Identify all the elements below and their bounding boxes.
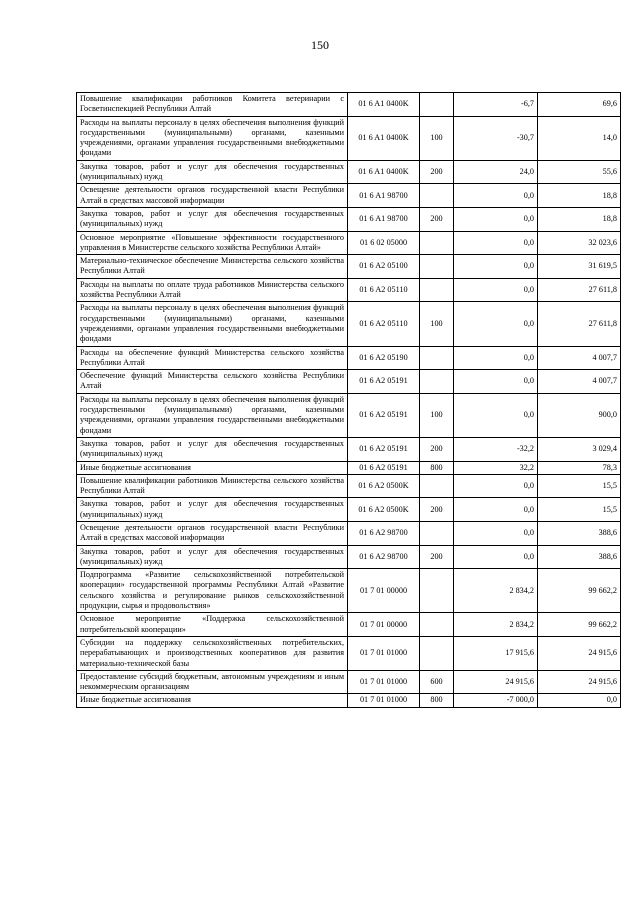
table-row <box>77 93 621 117</box>
row-change-amount: -7 000,0 <box>454 694 538 707</box>
row-code: 01 6 A2 98700 <box>348 521 420 545</box>
row-code: 01 6 A2 05191 <box>348 461 420 474</box>
row-change-amount: 0,0 <box>454 521 538 545</box>
row-description: Освещение деятельности органов государственной власти Республики Алтай в средствах массовой информации <box>77 184 348 208</box>
row-total-amount: 69,6 <box>538 93 621 117</box>
row-code: 01 6 A1 98700 <box>348 184 420 208</box>
row-total-amount: 31 619,5 <box>538 255 621 279</box>
table-row <box>77 231 621 255</box>
row-description: Повышение квалификации работников Министерства сельского хозяйства Республики Алтай <box>77 474 348 498</box>
row-total-amount: 18,8 <box>538 184 621 208</box>
row-code: 01 7 01 00000 <box>348 569 420 613</box>
row-change-amount: -30,7 <box>454 116 538 160</box>
row-description: Иные бюджетные ассигнования <box>77 694 348 707</box>
row-expense-type <box>420 184 454 208</box>
table-row <box>77 613 621 637</box>
row-expense-type <box>420 613 454 637</box>
row-total-amount: 99 662,2 <box>538 613 621 637</box>
row-change-amount: -32,2 <box>454 437 538 461</box>
row-code: 01 6 A1 0400K <box>348 116 420 160</box>
row-change-amount: 24 915,6 <box>454 670 538 694</box>
table-row <box>77 498 621 522</box>
row-change-amount: 0,0 <box>454 498 538 522</box>
row-change-amount: 0,0 <box>454 302 538 346</box>
row-total-amount: 388,6 <box>538 521 621 545</box>
row-expense-type <box>420 474 454 498</box>
row-expense-type <box>420 255 454 279</box>
row-code: 01 6 A2 05191 <box>348 370 420 394</box>
row-expense-type <box>420 93 454 117</box>
row-code: 01 6 A2 05110 <box>348 278 420 302</box>
table-row <box>77 545 621 569</box>
row-description: Закупка товаров, работ и услуг для обеспечения государственных (муниципальных) нужд <box>77 207 348 231</box>
table-row <box>77 393 621 437</box>
table-row <box>77 636 621 670</box>
row-expense-type: 600 <box>420 670 454 694</box>
row-description: Закупка товаров, работ и услуг для обеспечения государственных (муниципальных) нужд <box>77 545 348 569</box>
row-code: 01 7 01 01000 <box>348 694 420 707</box>
row-change-amount: 24,0 <box>454 160 538 184</box>
row-change-amount: 2 834,2 <box>454 569 538 613</box>
row-expense-type: 200 <box>420 545 454 569</box>
row-expense-type: 200 <box>420 207 454 231</box>
budget-table-body <box>77 93 621 708</box>
row-description: Закупка товаров, работ и услуг для обеспечения государственных (муниципальных) нужд <box>77 160 348 184</box>
row-description: Расходы на выплаты персоналу в целях обеспечения выполнения функций государственными (муниципальными) органами, казенными учреждениями, органами управления государственными внебюджетными фондами <box>77 116 348 160</box>
row-change-amount: 0,0 <box>454 346 538 370</box>
table-row <box>77 278 621 302</box>
row-expense-type <box>420 636 454 670</box>
table-row <box>77 302 621 346</box>
table-row <box>77 461 621 474</box>
row-code: 01 6 A2 05100 <box>348 255 420 279</box>
row-description: Предоставление субсидий бюджетным, автономным учреждениям и иным некоммерческим организациям <box>77 670 348 694</box>
row-total-amount: 15,5 <box>538 474 621 498</box>
table-row <box>77 160 621 184</box>
row-code: 01 6 A2 05191 <box>348 437 420 461</box>
row-description: Освещение деятельности органов государственной власти Республики Алтай в средствах массовой информации <box>77 521 348 545</box>
row-total-amount: 24 915,6 <box>538 636 621 670</box>
row-total-amount: 3 029,4 <box>538 437 621 461</box>
row-code: 01 6 A2 05110 <box>348 302 420 346</box>
row-total-amount: 388,6 <box>538 545 621 569</box>
row-code: 01 6 A2 05190 <box>348 346 420 370</box>
table-row <box>77 116 621 160</box>
table-row <box>77 255 621 279</box>
row-change-amount: 0,0 <box>454 278 538 302</box>
table-row <box>77 207 621 231</box>
table-row <box>77 474 621 498</box>
row-change-amount: 0,0 <box>454 255 538 279</box>
row-change-amount: -6,7 <box>454 93 538 117</box>
row-total-amount: 14,0 <box>538 116 621 160</box>
row-total-amount: 55,6 <box>538 160 621 184</box>
row-change-amount: 0,0 <box>454 370 538 394</box>
table-row <box>77 670 621 694</box>
row-description: Расходы на обеспечение функций Министерства сельского хозяйства Республики Алтай <box>77 346 348 370</box>
row-expense-type: 200 <box>420 498 454 522</box>
row-change-amount: 0,0 <box>454 393 538 437</box>
row-expense-type: 200 <box>420 437 454 461</box>
row-description: Подпрограмма «Развитие сельскохозяйственной потребительской кооперации» государственной программы Республики Алтай «Развитие сельского хозяйства и регулирование рынков сельскохозяйственной продукции, сырья и продовольствия» <box>77 569 348 613</box>
row-description: Расходы на выплаты по оплате труда работников Министерства сельского хозяйства Республики Алтай <box>77 278 348 302</box>
row-description: Обеспечение функций Министерства сельского хозяйства Республики Алтай <box>77 370 348 394</box>
budget-table <box>76 92 621 708</box>
row-expense-type: 100 <box>420 302 454 346</box>
row-description: Закупка товаров, работ и услуг для обеспечения государственных (муниципальных) нужд <box>77 437 348 461</box>
row-total-amount: 32 023,6 <box>538 231 621 255</box>
row-description: Иные бюджетные ассигнования <box>77 461 348 474</box>
row-description: Основное мероприятие «Поддержка сельскохозяйственной потребительской кооперации» <box>77 613 348 637</box>
page-number: 150 <box>311 38 329 52</box>
row-expense-type <box>420 569 454 613</box>
row-expense-type <box>420 278 454 302</box>
row-description: Материально-техническое обеспечение Министерства сельского хозяйства Республики Алтай <box>77 255 348 279</box>
row-code: 01 6 A2 0500K <box>348 474 420 498</box>
row-description: Расходы на выплаты персоналу в целях обеспечения выполнения функций государственными (муниципальными) органами, казенными учреждениями, органами управления государственными внебюджетными фондами <box>77 302 348 346</box>
row-total-amount: 99 662,2 <box>538 569 621 613</box>
table-row <box>77 370 621 394</box>
row-change-amount: 0,0 <box>454 207 538 231</box>
row-total-amount: 4 007,7 <box>538 370 621 394</box>
row-code: 01 6 A2 0500K <box>348 498 420 522</box>
row-expense-type <box>420 231 454 255</box>
row-expense-type <box>420 521 454 545</box>
table-row <box>77 437 621 461</box>
row-change-amount: 0,0 <box>454 184 538 208</box>
table-row <box>77 694 621 707</box>
row-change-amount: 0,0 <box>454 545 538 569</box>
row-change-amount: 2 834,2 <box>454 613 538 637</box>
row-expense-type: 200 <box>420 160 454 184</box>
row-expense-type: 100 <box>420 116 454 160</box>
row-total-amount: 27 611,8 <box>538 302 621 346</box>
row-code: 01 6 A2 05191 <box>348 393 420 437</box>
row-code: 01 7 01 01000 <box>348 636 420 670</box>
row-total-amount: 900,0 <box>538 393 621 437</box>
row-change-amount: 17 915,6 <box>454 636 538 670</box>
row-description: Основное мероприятие «Повышение эффективности государственного управления в Министерстве сельского хозяйства Республики Алтай» <box>77 231 348 255</box>
table-row <box>77 346 621 370</box>
row-code: 01 6 A1 0400K <box>348 160 420 184</box>
row-code: 01 6 A2 98700 <box>348 545 420 569</box>
row-description: Субсидии на поддержку сельскохозяйственных потребительских, перерабатывающих и производственных кооперативов для развития материально-технической базы <box>77 636 348 670</box>
table-row <box>77 569 621 613</box>
row-code: 01 6 A1 98700 <box>348 207 420 231</box>
row-description: Повышение квалификации работников Комитета ветеринарии с Госветинспекцией Республики Алтай <box>77 93 348 117</box>
row-change-amount: 0,0 <box>454 474 538 498</box>
row-change-amount: 0,0 <box>454 231 538 255</box>
row-expense-type: 100 <box>420 393 454 437</box>
row-total-amount: 27 611,8 <box>538 278 621 302</box>
row-code: 01 7 01 00000 <box>348 613 420 637</box>
table-row <box>77 521 621 545</box>
row-expense-type <box>420 370 454 394</box>
row-description: Закупка товаров, работ и услуг для обеспечения государственных (муниципальных) нужд <box>77 498 348 522</box>
row-expense-type: 800 <box>420 694 454 707</box>
table-row <box>77 184 621 208</box>
row-change-amount: 32,2 <box>454 461 538 474</box>
row-code: 01 6 A1 0400K <box>348 93 420 117</box>
row-description: Расходы на выплаты персоналу в целях обеспечения выполнения функций государственными (муниципальными) органами, казенными учреждениями, органами управления государственными внебюджетными фондами <box>77 393 348 437</box>
row-expense-type: 800 <box>420 461 454 474</box>
row-total-amount: 15,5 <box>538 498 621 522</box>
row-total-amount: 78,3 <box>538 461 621 474</box>
row-total-amount: 0,0 <box>538 694 621 707</box>
row-total-amount: 4 007,7 <box>538 346 621 370</box>
row-code: 01 7 01 01000 <box>348 670 420 694</box>
row-code: 01 6 02 05000 <box>348 231 420 255</box>
row-total-amount: 24 915,6 <box>538 670 621 694</box>
row-total-amount: 18,8 <box>538 207 621 231</box>
row-expense-type <box>420 346 454 370</box>
